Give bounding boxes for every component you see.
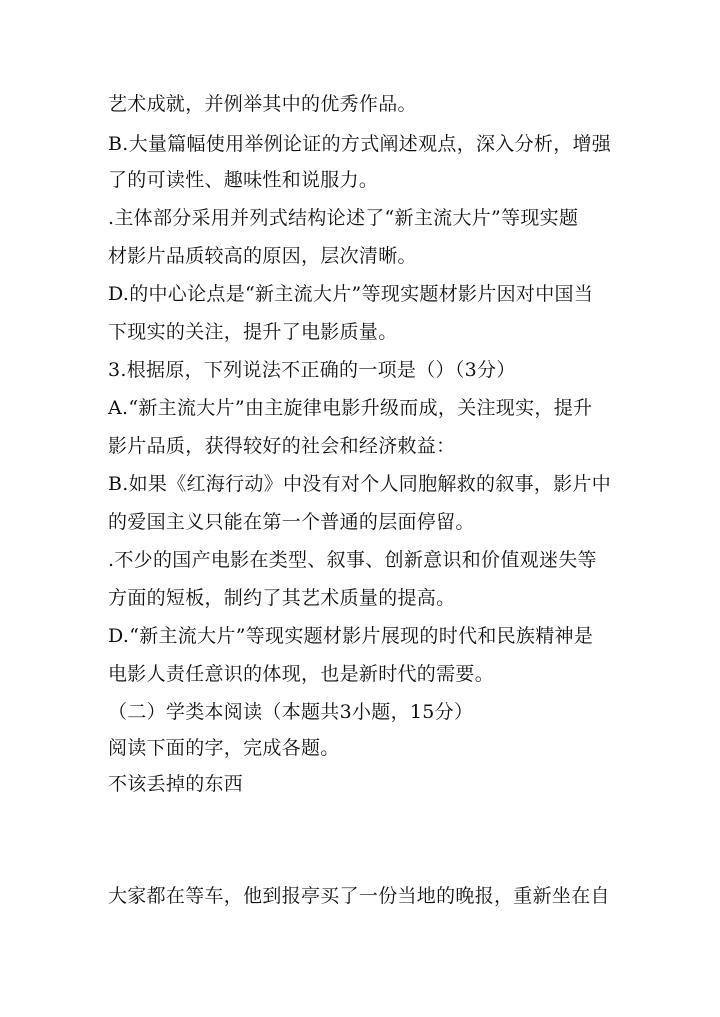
text-line: 材影片品质较高的原因，层次清晰。 <box>108 245 417 267</box>
text-line: 的爱国主义只能在第一个普通的层面停留。 <box>108 511 475 533</box>
story-title: 不该丢掉的东西 <box>108 773 244 795</box>
text-line: A.“新主流大片”由主旋律电影升级而成，关注现实，提升 <box>108 397 593 419</box>
text-line: 艺术成就，并例举其中的优秀作品。 <box>108 93 417 115</box>
text-line: 大家都在等车，他到报亭买了一份当地的晚报，重新坐在自 <box>108 885 610 907</box>
text-line: .主体部分采用并列式结构论述了“新主流大片”等现实题 <box>108 207 579 229</box>
text-line: 电影人责任意识的体现，也是新时代的需要。 <box>108 663 495 685</box>
text-line: 影片品质，获得较好的社会和经济敕益： <box>108 435 456 457</box>
text-line: 下现实的关注，提升了电影质量。 <box>108 321 398 343</box>
text-line: 方面的短板，制约了其艺术质量的提高。 <box>108 587 456 609</box>
text-line: B.大量篇幅使用举例论证的方式阐述观点，深入分析，增强 <box>108 133 612 155</box>
text-line: 了的可读性、趣味性和说服力。 <box>108 169 379 191</box>
text-line: .不少的国产电影在类型、叙事、创新意识和价值观迷失等 <box>108 549 597 571</box>
text-line: B.如果《红海行动》中没有对个人同胞解救的叙事，影片中 <box>108 473 612 495</box>
text-line: D.“新主流大片”等现实题材影片展现的时代和民族精神是 <box>108 625 594 647</box>
text-line: D.的中心论点是“新主流大片”等现实题材影片因对中国当 <box>108 283 594 305</box>
section-heading: （二）学类本阅读（本题共3小题，15分） <box>108 701 474 723</box>
text-line: 3.根据原，下列说法不正确的一项是（）（3分） <box>108 359 516 381</box>
instruction-text: 阅读下面的字，完成各题。 <box>108 737 340 759</box>
